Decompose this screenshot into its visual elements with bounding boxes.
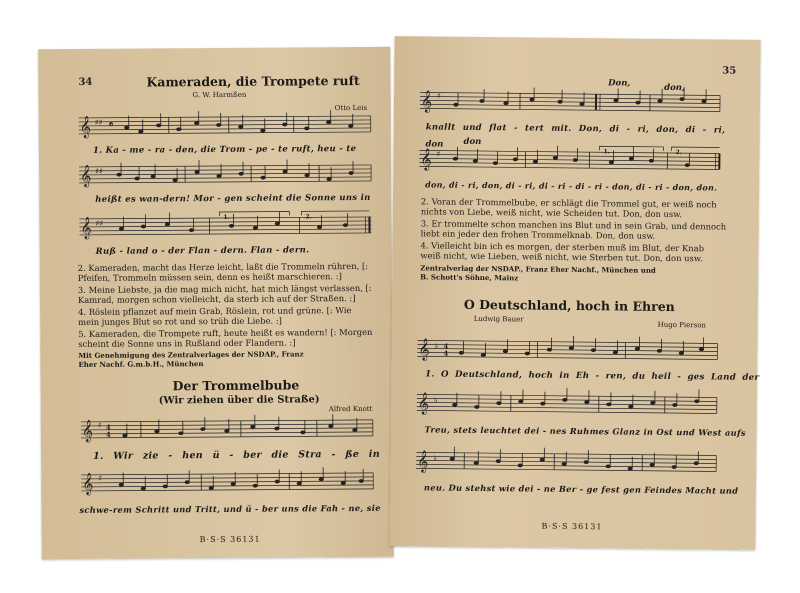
verse: 3. Meine Liebste, ja die mag mich nicht, hat mich längst verlassen, [: Kamrad, morgen schon vielleicht, da sterb ich auf der Straßen. :]	[77, 282, 372, 306]
svg-text:1.: 1.	[223, 213, 230, 221]
svg-text:4: 4	[105, 429, 111, 439]
music-staff	[81, 414, 373, 446]
svg-text:𝄞: 𝄞	[417, 450, 429, 473]
verse: 2. Voran der Trommelbube, er schlägt die Trommel gut, er weiß noch nichts von Liebe, weiß nicht, wie Scheiden tut. Don, don usw.	[420, 196, 717, 220]
verse: 4. Vielleicht bin ich es morgen, der sterben muß im Blut, der Knab weiß nicht, wie Lieben, weiß nicht, wie Sterben tut. Don, don usw.	[420, 240, 705, 264]
music-staff	[79, 209, 371, 241]
svg-text:♯♯: ♯♯	[95, 166, 103, 176]
song-title: O Deutschland, hoch in Ehren	[463, 296, 675, 315]
verse: 3. Er trommelte schon manchen ins Blut und in sein Grab, und dennoch liebt ein jeder den frohen Trommelknab. Don, don usw.	[420, 218, 727, 242]
verse: 2. Kameraden, macht das Herze leicht, laßt die Trommeln rühren, [: Pfeifen, Trommeln müssen sein, denn es heißt marschieren. :]	[77, 260, 369, 284]
page-number: 35	[722, 65, 737, 77]
lyrics-line: 1. Ka - me - ra - den, die Trom - pe - te ruft, heu - te	[92, 144, 357, 156]
permission-note: Mit Genehmigung des Zentralverlages der NSDAP., Franz Eher Nachf. G.m.b.H., München	[78, 349, 304, 369]
page-number: 34	[78, 76, 93, 88]
verse: 5. Kameraden, die Trompete ruft, heute heißt es wandern! [: Morgen scheint die Sonne uns in Rußland oder Flandern. :]	[78, 326, 373, 350]
song-subtitle: (Wir ziehen über die Straße)	[158, 394, 320, 407]
upper-lyric: don	[425, 139, 444, 150]
svg-text:♭: ♭	[433, 395, 438, 405]
song-title: Kameraden, die Trompete ruft	[146, 72, 360, 90]
music-staff	[420, 86, 720, 119]
lyricist: Ludwig Bauer	[473, 314, 524, 324]
lyrics-line: Treu, stets leuchtet dei - nes Ruhmes Glanz in Ost und West aufs	[424, 424, 746, 438]
svg-text:𝄞: 𝄞	[80, 216, 92, 239]
page-footer: B·S·S 36131	[199, 534, 261, 545]
music-staff	[79, 110, 371, 142]
svg-text:♯: ♯	[98, 473, 103, 483]
verse: 4. Röslein pflanzet auf mein Grab, Röslein, rot und grüne. [: Wie mein junges Blut so rot und so trüb die Liebe. :]	[78, 305, 352, 328]
svg-text:4: 4	[443, 341, 449, 351]
music-staff	[416, 446, 716, 479]
svg-text:𝄞: 𝄞	[420, 90, 433, 113]
svg-text:2.: 2.	[305, 213, 312, 221]
svg-text:♯♯: ♯♯	[95, 218, 104, 228]
lyrics-line: 1. O Deutschland, hoch in Eh - ren, du heil - ges Land der	[425, 369, 760, 383]
lyricist: G. W. Harmßen	[192, 90, 247, 100]
music-staff	[79, 159, 371, 191]
svg-text:𝄴: 𝄴	[108, 119, 114, 131]
svg-text:♯: ♯	[436, 149, 441, 159]
lyrics-line: heißt es wan-dern! Mor - gen scheint die Sonne uns in	[95, 192, 371, 205]
svg-text:♯: ♯	[437, 91, 441, 101]
svg-text:𝄞: 𝄞	[82, 472, 94, 495]
lyrics-line: 1. Wir zie - hen ü - ber die Stra - ße in	[93, 448, 380, 462]
lyrics-line: schwe-rem Schritt und Tritt, und ü - ber uns die Fah - ne, sie	[79, 502, 381, 515]
upper-lyric: Don,	[608, 78, 631, 89]
svg-text:♭: ♭	[433, 453, 438, 463]
lyrics-line: neu. Du stehst wie dei - ne Ber - ge fest gen Feindes Macht und	[423, 482, 739, 496]
music-staff	[419, 144, 719, 177]
svg-text:1.: 1.	[603, 148, 610, 156]
music-staff	[417, 334, 717, 367]
svg-text:𝄞: 𝄞	[81, 419, 94, 442]
lyrics-line: Ruß - land o - der Flan - dern. Flan - dern.	[95, 245, 310, 257]
left-page	[38, 47, 394, 559]
composer: Alfred Knott	[328, 404, 373, 414]
upper-lyric: don	[463, 136, 482, 148]
page-footer: B·S·S 36131	[541, 521, 603, 532]
svg-text:𝄞: 𝄞	[80, 164, 92, 187]
upper-lyric: don,	[664, 82, 685, 94]
composer: Hugo Pierson	[657, 320, 707, 330]
music-staff	[81, 467, 373, 499]
lyrics-line: don, di - ri, don, di - ri, di - ri - di - ri - don, di - ri - don, don.	[425, 179, 718, 193]
svg-text:𝄞: 𝄞	[417, 392, 430, 415]
svg-text:2.: 2.	[675, 149, 682, 157]
svg-text:♯: ♯	[97, 420, 102, 430]
song-title: Der Trommelbube	[172, 377, 300, 394]
svg-text:4: 4	[443, 348, 449, 358]
publisher-note: Zentralverlag der NSDAP., Franz Eher Nachf., München und B. Schott's Söhne, Mainz	[420, 263, 656, 282]
composer: Otto Leis	[334, 103, 368, 113]
svg-text:𝄞: 𝄞	[420, 148, 432, 171]
svg-text:♭: ♭	[434, 341, 439, 351]
svg-text:𝄞: 𝄞	[418, 338, 430, 361]
right-page	[389, 36, 760, 550]
open-songbook	[40, 38, 758, 558]
svg-text:♯♯: ♯♯	[94, 117, 103, 127]
svg-text:4: 4	[105, 422, 111, 432]
lyrics-line: knallt und flat - tert mit. Don, di - ri, don, di - ri,	[425, 122, 726, 136]
svg-text:𝄞: 𝄞	[79, 115, 92, 138]
music-staff	[417, 388, 717, 421]
